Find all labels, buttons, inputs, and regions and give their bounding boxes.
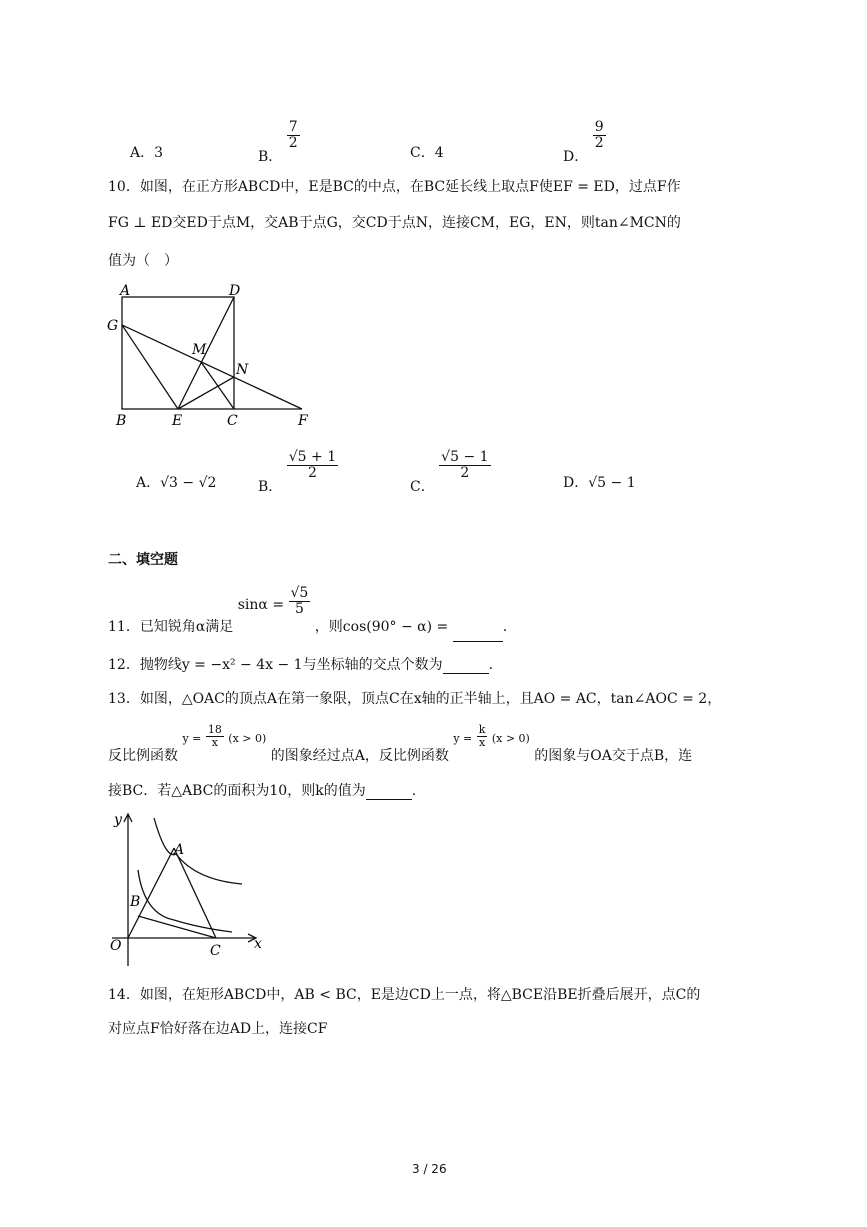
q10-line3: 值为（ ） bbox=[108, 253, 178, 269]
q13-line2-a: 反比例函数 bbox=[108, 748, 178, 765]
q10-option-b-num: √5 + 1 bbox=[288, 449, 337, 465]
q10-option-d bbox=[563, 472, 636, 492]
q13-f2-fraction bbox=[477, 724, 488, 748]
q10-option-c-den: 2 bbox=[439, 465, 490, 481]
q12 bbox=[108, 654, 493, 674]
q14-line2: 对应点F恰好落在边AD上，连接CF bbox=[108, 1021, 328, 1037]
q12-text: 12．抛物线y = −x² − 4x − 1与坐标轴的交点个数为 bbox=[108, 657, 443, 673]
label-g: G bbox=[107, 318, 119, 334]
label-c: C bbox=[227, 413, 238, 429]
axis-x-label: x bbox=[254, 936, 262, 952]
label-b: B bbox=[116, 413, 127, 429]
label-f: F bbox=[298, 413, 308, 429]
q11-fraction bbox=[289, 586, 311, 616]
q10-option-c-num: √5 − 1 bbox=[441, 449, 489, 465]
q10-option-b-fraction bbox=[287, 450, 338, 480]
q9-option-c: C．4 bbox=[410, 145, 444, 161]
q9-option-d-den: 2 bbox=[594, 134, 604, 151]
q11-pre: 11．已知锐角α满足 bbox=[108, 619, 234, 636]
q13-line1: 13．如图，△OAC的顶点A在第一象限，顶点C在x轴的正半轴上，且AO = AC，tan∠AOC = 2， bbox=[108, 691, 722, 707]
label-b: B bbox=[130, 894, 141, 910]
q13-f2-num: k bbox=[478, 723, 486, 736]
q10-option-d-value: √5 − 1 bbox=[588, 475, 636, 491]
q13-f2-y: y = bbox=[453, 732, 473, 746]
q10-option-c-label: C． bbox=[410, 479, 435, 496]
q11-answer-blank[interactable] bbox=[453, 627, 503, 642]
q13-f2-den: x bbox=[477, 736, 488, 749]
q13-line3 bbox=[108, 780, 416, 800]
q10-line2: FG ⊥ ED交ED于点M，交AB于点G，交CD于点N，连接CM，EG，EN，则tan∠MCN的 bbox=[108, 215, 681, 231]
q13-line2 bbox=[108, 723, 693, 765]
q13-line3-text: 接BC．若△ABC的面积为10，则k的值为 bbox=[108, 783, 366, 799]
q11-sin: sinα = bbox=[237, 597, 285, 614]
label-c: C bbox=[210, 943, 221, 959]
axis-y-label: y bbox=[114, 812, 122, 828]
label-o: O bbox=[110, 938, 122, 954]
q9-option-b-num: 7 bbox=[288, 119, 298, 135]
q9-option-d-num: 9 bbox=[594, 119, 604, 135]
label-e: E bbox=[172, 413, 183, 429]
q10-option-b bbox=[258, 449, 338, 496]
q13-line2-b: 的图象经过点A，反比例函数 bbox=[270, 748, 449, 765]
label-m: M bbox=[192, 342, 207, 358]
q12-end: . bbox=[488, 657, 494, 673]
q13-f2-cond: (x > 0) bbox=[491, 732, 530, 746]
q10-option-c bbox=[410, 449, 491, 496]
q10-option-d-label: D． bbox=[563, 475, 589, 491]
label-n: N bbox=[236, 362, 249, 378]
q13-graph-figure bbox=[104, 808, 274, 974]
q9-option-a: A．3 bbox=[130, 145, 164, 161]
q10-square-figure bbox=[100, 282, 320, 432]
q9-option-d bbox=[563, 119, 606, 166]
q9-option-b-label: B． bbox=[258, 149, 283, 166]
q9-option-b bbox=[258, 119, 300, 166]
label-d: D bbox=[229, 283, 241, 299]
q11-mid: ，则cos(90° − α) = bbox=[314, 619, 449, 636]
q13-line2-c: 的图象与OA交于点B，连 bbox=[534, 748, 693, 765]
q10-option-c-fraction bbox=[439, 450, 490, 480]
label-a: A bbox=[120, 283, 131, 299]
q12-answer-blank[interactable] bbox=[443, 659, 489, 674]
q13-f1-num: 18 bbox=[207, 723, 222, 736]
q9-option-b-den: 2 bbox=[288, 134, 298, 151]
q10-option-a bbox=[136, 472, 216, 492]
q10-option-a-value: √3 − √2 bbox=[160, 475, 217, 491]
q13-f1-y: y = bbox=[182, 732, 202, 746]
q11-end: . bbox=[502, 619, 508, 636]
q13-f1-cond: (x > 0) bbox=[228, 732, 267, 746]
q10-option-b-label: B． bbox=[258, 479, 283, 496]
label-a: A bbox=[174, 842, 185, 858]
q13-answer-blank[interactable] bbox=[366, 785, 412, 800]
q11-den: 5 bbox=[289, 601, 311, 617]
q9-option-d-label: D． bbox=[563, 149, 589, 166]
section-heading: 二、填空题 bbox=[108, 552, 178, 568]
page-number: 3 / 26 bbox=[412, 1162, 447, 1176]
q13-f1-den: x bbox=[206, 736, 224, 749]
q13-f1-fraction bbox=[206, 724, 224, 748]
q11-num: √5 bbox=[290, 585, 309, 601]
q10-option-a-label: A． bbox=[136, 475, 161, 491]
q10-line1: 10．如图，在正方形ABCD中，E是BC的中点，在BC延长线上取点F使EF = ED，过点F作 bbox=[108, 179, 681, 195]
q13-end: . bbox=[411, 783, 417, 799]
q9-option-d-fraction bbox=[593, 120, 606, 150]
q11 bbox=[108, 585, 508, 636]
q9-option-b-fraction bbox=[287, 120, 300, 150]
q14-line1: 14．如图，在矩形ABCD中，AB < BC，E是边CD上一点，将△BCE沿BE折叠后展开，点C的 bbox=[108, 987, 701, 1003]
q10-option-b-den: 2 bbox=[287, 465, 338, 481]
